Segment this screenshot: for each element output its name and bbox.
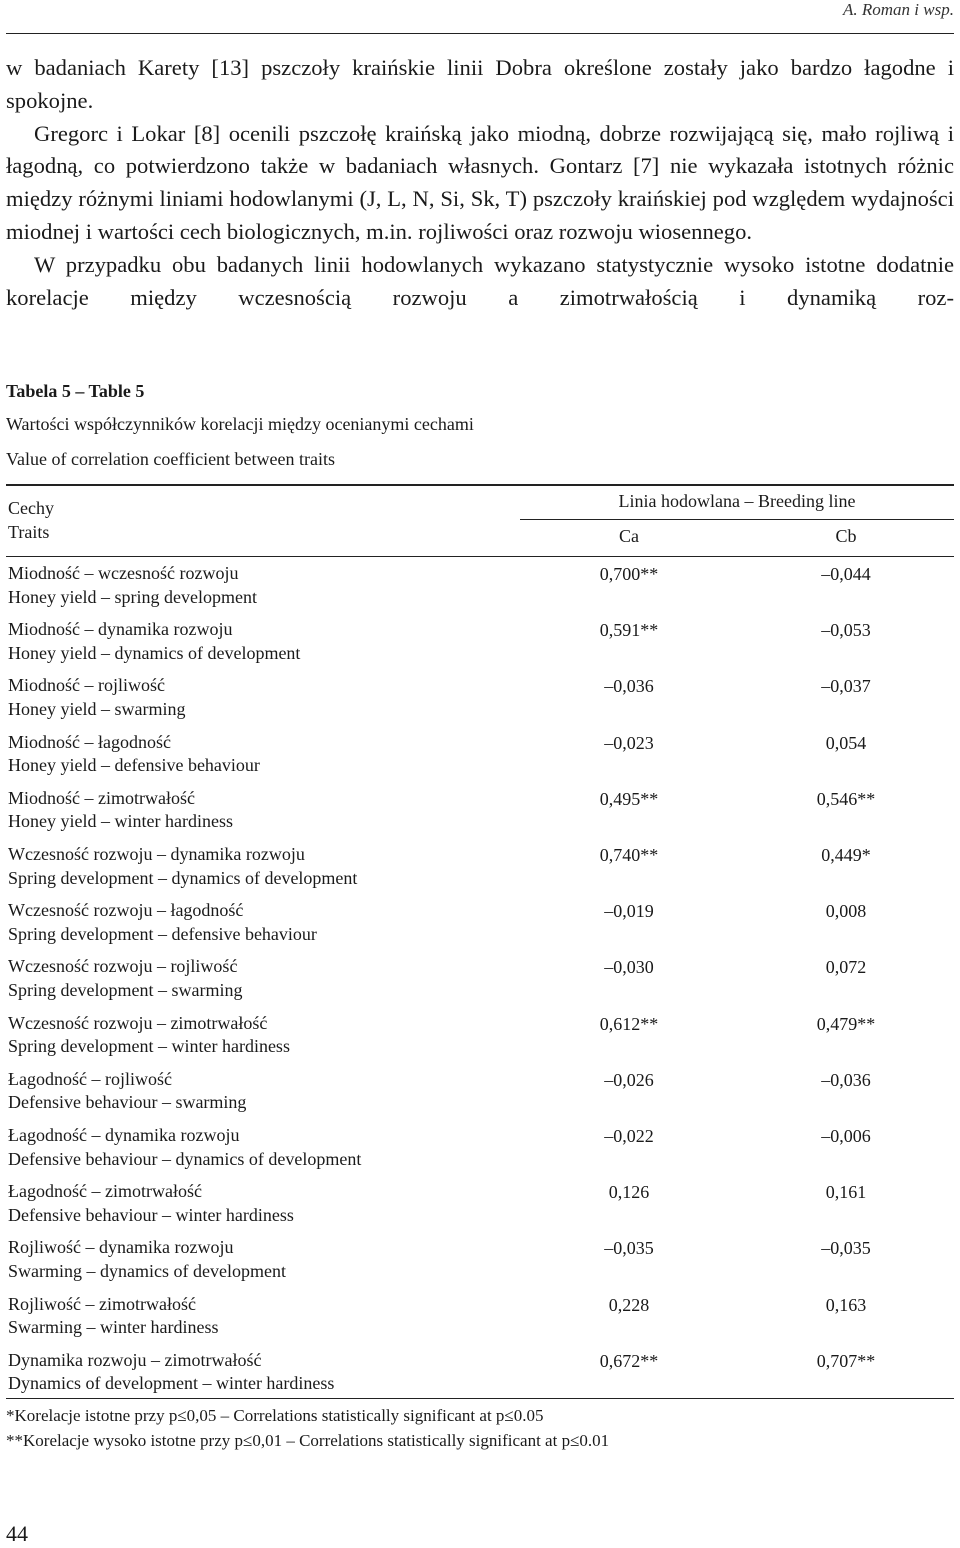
trait-pair-pl: Dynamika rozwoju – zimotrwałość (8, 1349, 262, 1370)
table-row (0, 787, 960, 843)
value-ca: –0,022 (604, 1126, 654, 1146)
trait-pair (8, 843, 357, 890)
trait-pair-en: Dynamics of development – winter hardiness (8, 1373, 335, 1394)
value-ca: –0,019 (604, 901, 654, 922)
value-cb: 0,546** (816, 788, 876, 809)
table-caption-en: Value of correlation coefficient between traits (6, 449, 336, 469)
table-row (0, 731, 960, 787)
footnote-significant: *Korelacje istotne przy p≤0,05 – Correlations statistically significant at p≤0.05 (6, 1406, 544, 1425)
trait-pair-pl: Wczesność rozwoju – rojliwość (8, 956, 238, 977)
value-ca: 0,740** (599, 845, 659, 865)
traits-column-header (8, 496, 54, 544)
value-ca: –0,036 (604, 676, 654, 697)
value-ca: 0,700** (599, 564, 659, 584)
paragraph: w badaniach Karety [13] pszczoły kraińskie linii Dobra określone zostały jako bardzo łagodne i spokojne. (6, 55, 954, 113)
paragraph: W przypadku obu badanych linii hodowlanych wykazano statystycznie wysoko istotne dodatnie korelacje między wczesnością rozwoju a zimotrwałością i dynamiką roz- (6, 251, 954, 310)
value-cb: –0,036 (821, 1069, 871, 1090)
value-ca: 0,126 (608, 1182, 650, 1203)
value-ca: 0,495** (599, 788, 659, 809)
page-number: 44 (6, 1521, 28, 1546)
table-row (0, 1068, 960, 1124)
value-cb: –0,044 (821, 564, 871, 584)
trait-pair-pl: Rojliwość – dynamika rozwoju (8, 1237, 234, 1258)
trait-pair-en: Honey yield – defensive behaviour (8, 755, 260, 776)
trait-pair-en: Honey yield – dynamics of development (8, 642, 301, 663)
running-header-author: A. Roman i wsp. (843, 0, 954, 19)
trait-pair-en: Defensive behaviour – dynamics of development (8, 1148, 362, 1169)
trait-pair (8, 899, 317, 946)
value-ca: 0,612** (599, 1013, 659, 1034)
trait-pair (8, 618, 300, 665)
value-cb: 0,161 (825, 1182, 867, 1203)
trait-pair (8, 955, 242, 1002)
value-cb: 0,054 (825, 732, 867, 753)
value-ca: 0,228 (608, 1294, 650, 1315)
paragraph: Gregorc i Lokar [8] ocenili pszczołę kraińską jako miodną, dobrze rozwijającą się, mało rojliwą i łagodną, co potwierdzono także w badaniach własnych. Gontarz [7] nie wykazała istotnych różnic między różnymi liniami hodowlanymi (J, L, N, Si, Sk, T) pszczoły kraińskiej pod względem wydajności miodnej i wartości cech biologicznych, m.in. rojliwości oraz rozwoju wiosennego. (6, 120, 954, 244)
trait-pair-en: Spring development – swarming (8, 979, 243, 1000)
value-cb: 0,163 (825, 1294, 867, 1315)
trait-pair-en: Spring development – dynamics of development (8, 867, 358, 888)
table-caption-pl: Wartości współczynników korelacji między ocenianymi cechami (6, 414, 474, 434)
traits-header-pl: Cechy (8, 498, 54, 518)
header-divider (6, 33, 954, 34)
trait-pair (8, 1349, 334, 1396)
trait-pair-en: Spring development – defensive behaviour (8, 923, 317, 944)
table-row (0, 618, 960, 674)
body-text (6, 52, 954, 314)
traits-header-en: Traits (8, 522, 50, 542)
trait-pair-pl: Łagodność – dynamika rozwoju (8, 1125, 240, 1145)
table-row (0, 1349, 960, 1405)
value-cb: –0,006 (821, 1126, 871, 1146)
table-row (0, 674, 960, 730)
trait-pair-pl: Rojliwość – zimotrwałość (8, 1293, 196, 1314)
value-ca: –0,023 (604, 732, 654, 753)
footnote-highly-significant: **Korelacje wysoko istotne przy p≤0,01 – Correlations statistically significant at p≤0.01 (6, 1431, 610, 1450)
trait-pair-en: Honey yield – swarming (8, 698, 186, 719)
column-header-cb: Cb (835, 526, 857, 546)
table-row (0, 562, 960, 618)
trait-pair-en: Spring development – winter hardiness (8, 1036, 290, 1057)
table-row (0, 1180, 960, 1236)
trait-pair (8, 787, 233, 834)
trait-pair-en: Swarming – dynamics of development (8, 1260, 286, 1281)
value-cb: –0,035 (821, 1238, 871, 1259)
trait-pair (8, 1236, 286, 1283)
trait-pair-en: Defensive behaviour – winter hardiness (8, 1204, 294, 1225)
table-row (0, 1293, 960, 1349)
value-ca: –0,035 (604, 1238, 654, 1259)
value-cb: 0,449* (821, 845, 871, 865)
trait-pair (8, 1068, 246, 1115)
value-ca: 0,591** (599, 620, 659, 641)
trait-pair (8, 1012, 290, 1059)
trait-pair-pl: Łagodność – rojliwość (8, 1068, 172, 1089)
column-header-ca: Ca (619, 526, 639, 546)
table-header-rule (6, 556, 954, 557)
value-cb: –0,037 (821, 676, 871, 697)
table-row (0, 843, 960, 899)
value-ca: 0,672** (599, 1350, 659, 1371)
trait-pair-en: Honey yield – winter hardiness (8, 811, 233, 832)
trait-pair-pl: Miodność – wczesność rozwoju (8, 563, 239, 583)
value-ca: –0,026 (604, 1069, 654, 1090)
trait-pair-pl: Miodność – rojliwość (8, 675, 165, 696)
trait-pair (8, 1293, 218, 1340)
trait-pair (8, 1180, 294, 1227)
table-top-rule (6, 484, 954, 486)
trait-pair-pl: Miodność – łagodność (8, 731, 171, 752)
value-cb: –0,053 (821, 620, 871, 641)
value-ca: –0,030 (604, 957, 654, 978)
trait-pair-pl: Łagodność – zimotrwałość (8, 1181, 202, 1202)
value-cb: 0,072 (825, 957, 867, 978)
table-row (0, 1236, 960, 1292)
trait-pair (8, 1124, 361, 1171)
trait-pair (8, 674, 185, 721)
breeding-line-header: Linia hodowlana – Breeding line (618, 491, 856, 511)
value-cb: 0,479** (816, 1013, 876, 1034)
table-bottom-rule (6, 1398, 954, 1399)
value-cb: 0,008 (825, 901, 867, 922)
table-label: Tabela 5 – Table 5 (6, 381, 145, 401)
table-row (0, 899, 960, 955)
table-row (0, 1012, 960, 1068)
table-row (0, 1124, 960, 1180)
trait-pair-en: Swarming – winter hardiness (8, 1317, 219, 1338)
trait-pair-pl: Miodność – dynamika rozwoju (8, 619, 233, 640)
trait-pair-en: Honey yield – spring development (8, 586, 257, 607)
trait-pair-en: Defensive behaviour – swarming (8, 1092, 247, 1113)
trait-pair (8, 562, 257, 609)
group-header-underline (520, 519, 954, 520)
trait-pair-pl: Wczesność rozwoju – zimotrwałość (8, 1012, 268, 1033)
trait-pair-pl: Wczesność rozwoju – łagodność (8, 900, 244, 921)
table-row (0, 955, 960, 1011)
trait-pair-pl: Miodność – zimotrwałość (8, 787, 195, 808)
trait-pair (8, 731, 260, 778)
value-cb: 0,707** (816, 1350, 876, 1371)
trait-pair-pl: Wczesność rozwoju – dynamika rozwoju (8, 844, 305, 864)
